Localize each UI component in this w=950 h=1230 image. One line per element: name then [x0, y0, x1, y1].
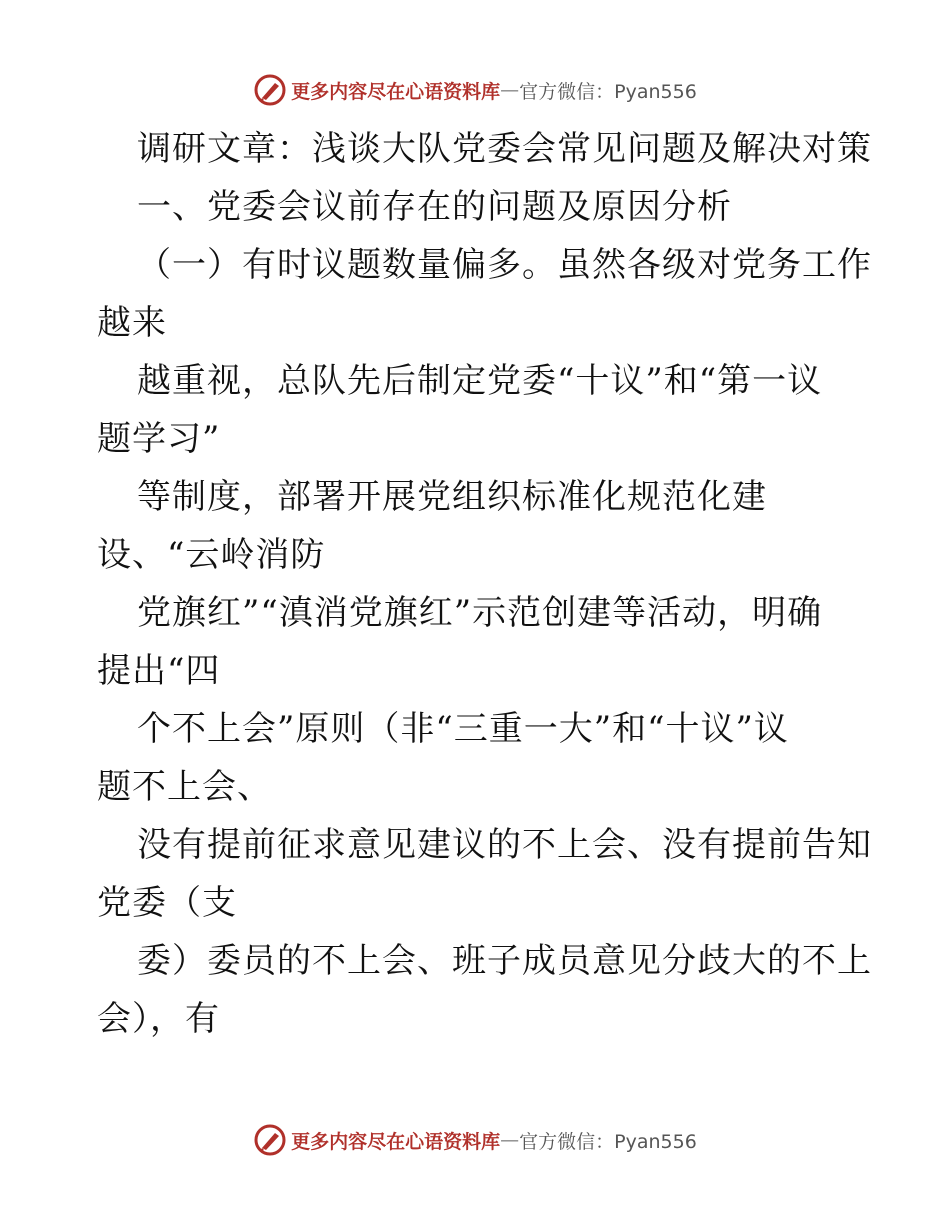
banner-separator: — [500, 79, 520, 101]
paragraph-line: 设、“云岭消防 [97, 535, 326, 575]
paragraph-line: （一）有时议题数量偏多。虽然各级对党务工作 [137, 245, 872, 285]
document-body [97, 120, 872, 1048]
pen-logo-icon [253, 73, 287, 107]
pen-logo-icon [253, 1123, 287, 1157]
banner-text: 更多内容尽在心语资料库 [291, 1130, 501, 1153]
paragraph-line: 题不上会、 [97, 767, 272, 807]
paragraph-line: 越来 [97, 303, 167, 343]
paragraph-line: 党旗红”“滇消党旗红”示范创建等活动，明确 [137, 593, 823, 633]
paragraph-line: 越重视，总队先后制定党委“十议”和“第一议 [137, 361, 823, 401]
paragraph-line: 题学习” [97, 419, 221, 459]
paragraph-line: 提出“四 [97, 651, 221, 691]
paragraph-line: 没有提前征求意见建议的不上会、没有提前告知 [137, 825, 872, 865]
paragraph-line: 个不上会”原则（非“三重一大”和“十议”议 [137, 709, 789, 749]
paragraph-line: 等制度，部署开展党组织标准化规范化建 [137, 477, 767, 517]
banner-text: 更多内容尽在心语资料库 [291, 80, 501, 103]
banner-contact: 官方微信：Pyan556 [519, 80, 697, 103]
document-title: 调研文章：浅谈大队党委会常见问题及解决对策 [137, 129, 872, 169]
paragraph-line: 会），有 [97, 999, 220, 1039]
banner-separator: — [500, 1129, 520, 1151]
paragraph-line: 委）委员的不上会、班子成员意见分歧大的不上 [137, 941, 872, 981]
banner-contact: 官方微信：Pyan556 [519, 1130, 697, 1153]
paragraph-line: 党委（支 [97, 883, 237, 923]
header-banner [0, 70, 950, 110]
footer-banner [0, 1120, 950, 1160]
section-heading: 一、党委会议前存在的问题及原因分析 [137, 187, 732, 227]
